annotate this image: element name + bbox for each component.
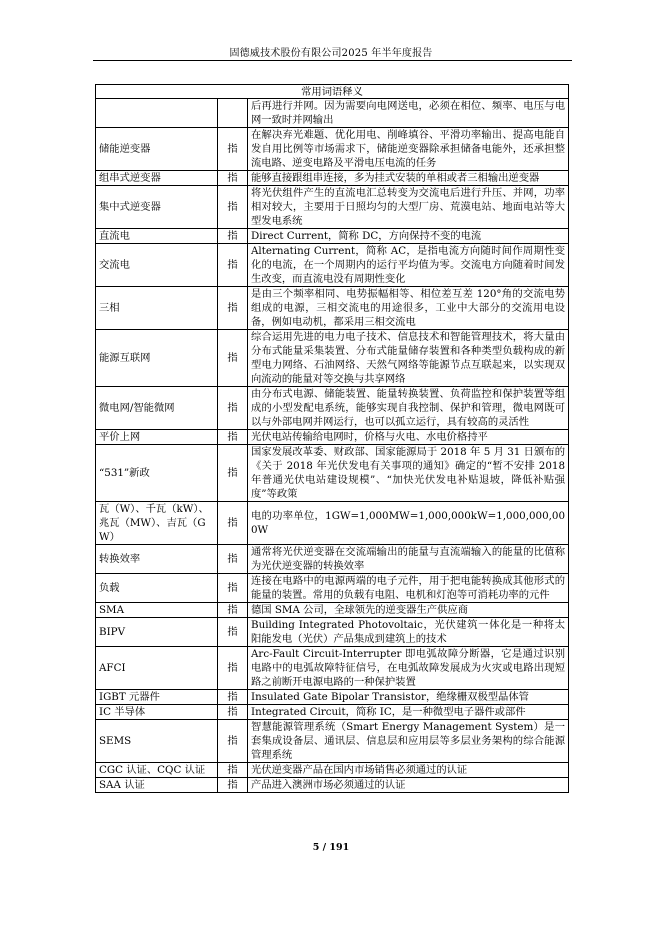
- definition-cell: Integrated Circuit，简称 IC，是一种微型电子器件或部件: [248, 705, 569, 720]
- definition-cell: 连接在电路中的电源两端的电子元件，用于把电能转换成其他形式的能量的装置。常用的负载有电阻、电机和灯泡等可消耗功率的元件: [248, 574, 569, 603]
- separator-cell: 指: [218, 574, 248, 603]
- definition-cell: 在解决弃光难题、优化用电、削峰填谷、平滑功率输出、提高电能自发自用比例等市场需求下，储能逆变器除承担储备电能外，还承担整流电路、逆变电路及平滑电压电流的任务: [248, 128, 569, 171]
- term-cell: 平价上网: [96, 430, 218, 445]
- term-cell: SMA: [96, 603, 218, 618]
- separator-cell: 指: [218, 287, 248, 330]
- table-row: [96, 763, 569, 778]
- table-section-row: [96, 85, 569, 99]
- definition-cell: Alternating Current，简称 AC，是指电流方向随时间作周期性变化的电流，在一个周期内的运行平均值为零。交流电方向随着时间发生改变，而直流电没有周期性变化: [248, 244, 569, 287]
- definition-cell: 智慧能源管理系统（Smart Energy Management System）是一套集成设备层、通讯层、信息层和应用层等多层业务架构的综合能源管理系统: [248, 720, 569, 763]
- separator-cell: [218, 99, 248, 128]
- table-row: [96, 545, 569, 574]
- definition-cell: 国家发展改革委、财政部、国家能源局于 2018 年 5 月 31 日颁布的《关于 2018 年光伏发电有关事项的通知》确定的“暂不安排 2018 年普通光伏电站建设规模”、“加快光伏发电补贴退坡，降低补贴强度”等政策: [248, 445, 569, 502]
- term-cell: SAA 认证: [96, 778, 218, 793]
- term-cell: 负载: [96, 574, 218, 603]
- separator-cell: 指: [218, 545, 248, 574]
- table-row: [96, 430, 569, 445]
- table-row: [96, 603, 569, 618]
- definition-cell: 将光伏组件产生的直流电汇总转变为交流电后进行升压、并网，功率相对较大，主要用于日照均匀的大型厂房、荒漠电站、地面电站等大型发电系统: [248, 186, 569, 229]
- table-row: [96, 618, 569, 647]
- table-row: [96, 287, 569, 330]
- definition-cell: 光伏逆变器产品在国内市场销售必须通过的认证: [248, 763, 569, 778]
- table-row: [96, 387, 569, 430]
- definition-cell: 通常将光伏逆变器在交流端输出的能量与直流端输入的能量的比值称为光伏逆变器的转换效率: [248, 545, 569, 574]
- term-cell: 能源互联网: [96, 330, 218, 387]
- separator-cell: 指: [218, 171, 248, 186]
- definition-cell: 是由三个频率相同、电势振幅相等、相位差互差 120°角的交流电势组成的电源，三相交流电的用途很多，工业中大部分的交流用电设备，例如电动机，都采用三相交流电: [248, 287, 569, 330]
- separator-cell: 指: [218, 618, 248, 647]
- term-cell: AFCI: [96, 647, 218, 690]
- glossary-table: [95, 84, 569, 793]
- definition-cell: 能够直接跟组串连接，多为挂式安装的单相或者三相输出逆变器: [248, 171, 569, 186]
- page-header: 固德威技术股份有限公司2025 年半年度报告: [229, 48, 433, 59]
- table-row: [96, 186, 569, 229]
- table-row: [96, 705, 569, 720]
- table-row: [96, 445, 569, 502]
- page-number: 5 / 191: [312, 842, 350, 853]
- definition-cell: 后再进行并网。因为需要向电网送电，必须在相位、频率、电压与电网一致时并网输出: [248, 99, 569, 128]
- term-cell: 瓦（W）、千瓦（kW）、兆瓦（MW）、吉瓦（GW）: [96, 502, 218, 545]
- term-cell: 组串式逆变器: [96, 171, 218, 186]
- term-cell: SEMS: [96, 720, 218, 763]
- term-cell: 集中式逆变器: [96, 186, 218, 229]
- term-cell: IC 半导体: [96, 705, 218, 720]
- term-cell: CGC 认证、CQC 认证: [96, 763, 218, 778]
- separator-cell: 指: [218, 763, 248, 778]
- separator-cell: 指: [218, 229, 248, 244]
- separator-cell: 指: [218, 705, 248, 720]
- definition-cell: 综合运用先进的电力电子技术、信息技术和智能管理技术，将大量由分布式能量采集装置、分布式能量储存装置和各种类型负载构成的新型电力网络、石油网络、天然气网络等能源节点互联起来，以实现双向流动的能量对等交换与共享网络: [248, 330, 569, 387]
- table-row: [96, 720, 569, 763]
- table-row: [96, 99, 569, 128]
- term-cell: IGBT 元器件: [96, 690, 218, 705]
- term-cell: 直流电: [96, 229, 218, 244]
- separator-cell: 指: [218, 502, 248, 545]
- definition-cell: Direct Current，简称 DC，方向保持不变的电流: [248, 229, 569, 244]
- definition-cell: 光伏电站传输给电网时，价格与火电、水电价格持平: [248, 430, 569, 445]
- separator-cell: 指: [218, 128, 248, 171]
- term-cell: 储能逆变器: [96, 128, 218, 171]
- definition-cell: Insulated Gate Bipolar Transistor，绝缘栅双极型晶体管: [248, 690, 569, 705]
- definition-cell: 电的功率单位，1GW=1,000MW=1,000,000kW=1,000,000,000W: [248, 502, 569, 545]
- term-cell: [96, 99, 218, 128]
- term-cell: 三相: [96, 287, 218, 330]
- definition-cell: Building Integrated Photovoltaic，光伏建筑一体化是一种将太阳能发电（光伏）产品集成到建筑上的技术: [248, 618, 569, 647]
- separator-cell: 指: [218, 445, 248, 502]
- header-rule: [93, 60, 572, 61]
- section-title: 常用词语释义: [96, 85, 569, 99]
- separator-cell: 指: [218, 720, 248, 763]
- table-row: [96, 229, 569, 244]
- table-row: [96, 171, 569, 186]
- separator-cell: 指: [218, 186, 248, 229]
- term-cell: 交流电: [96, 244, 218, 287]
- separator-cell: 指: [218, 603, 248, 618]
- definition-cell: Arc-Fault Circuit-Interrupter 即电弧故障分断器，它是通过识别电路中的电弧故障特征信号，在电弧故障发展成为火灾或电路出现短路之前断开电源电路的一种保护装置: [248, 647, 569, 690]
- term-cell: 转换效率: [96, 545, 218, 574]
- definition-cell: 由分布式电源、储能装置、能量转换装置、负荷监控和保护装置等组成的小型发配电系统，能够实现自我控制、保护和管理，微电网既可以与外部电网并网运行，也可以孤立运行，具有较高的灵活性: [248, 387, 569, 430]
- table-row: [96, 330, 569, 387]
- separator-cell: 指: [218, 387, 248, 430]
- separator-cell: 指: [218, 690, 248, 705]
- separator-cell: 指: [218, 647, 248, 690]
- separator-cell: 指: [218, 778, 248, 793]
- table-row: [96, 128, 569, 171]
- separator-cell: 指: [218, 430, 248, 445]
- definition-cell: 德国 SMA 公司，全球领先的逆变器生产供应商: [248, 603, 569, 618]
- definition-cell: 产品进入澳洲市场必须通过的认证: [248, 778, 569, 793]
- term-cell: 微电网/智能微网: [96, 387, 218, 430]
- table-row: [96, 690, 569, 705]
- table-row: [96, 502, 569, 545]
- table-row: [96, 778, 569, 793]
- separator-cell: 指: [218, 244, 248, 287]
- table-row: [96, 647, 569, 690]
- separator-cell: 指: [218, 330, 248, 387]
- term-cell: BIPV: [96, 618, 218, 647]
- term-cell: “531”新政: [96, 445, 218, 502]
- table-row: [96, 244, 569, 287]
- table-row: [96, 574, 569, 603]
